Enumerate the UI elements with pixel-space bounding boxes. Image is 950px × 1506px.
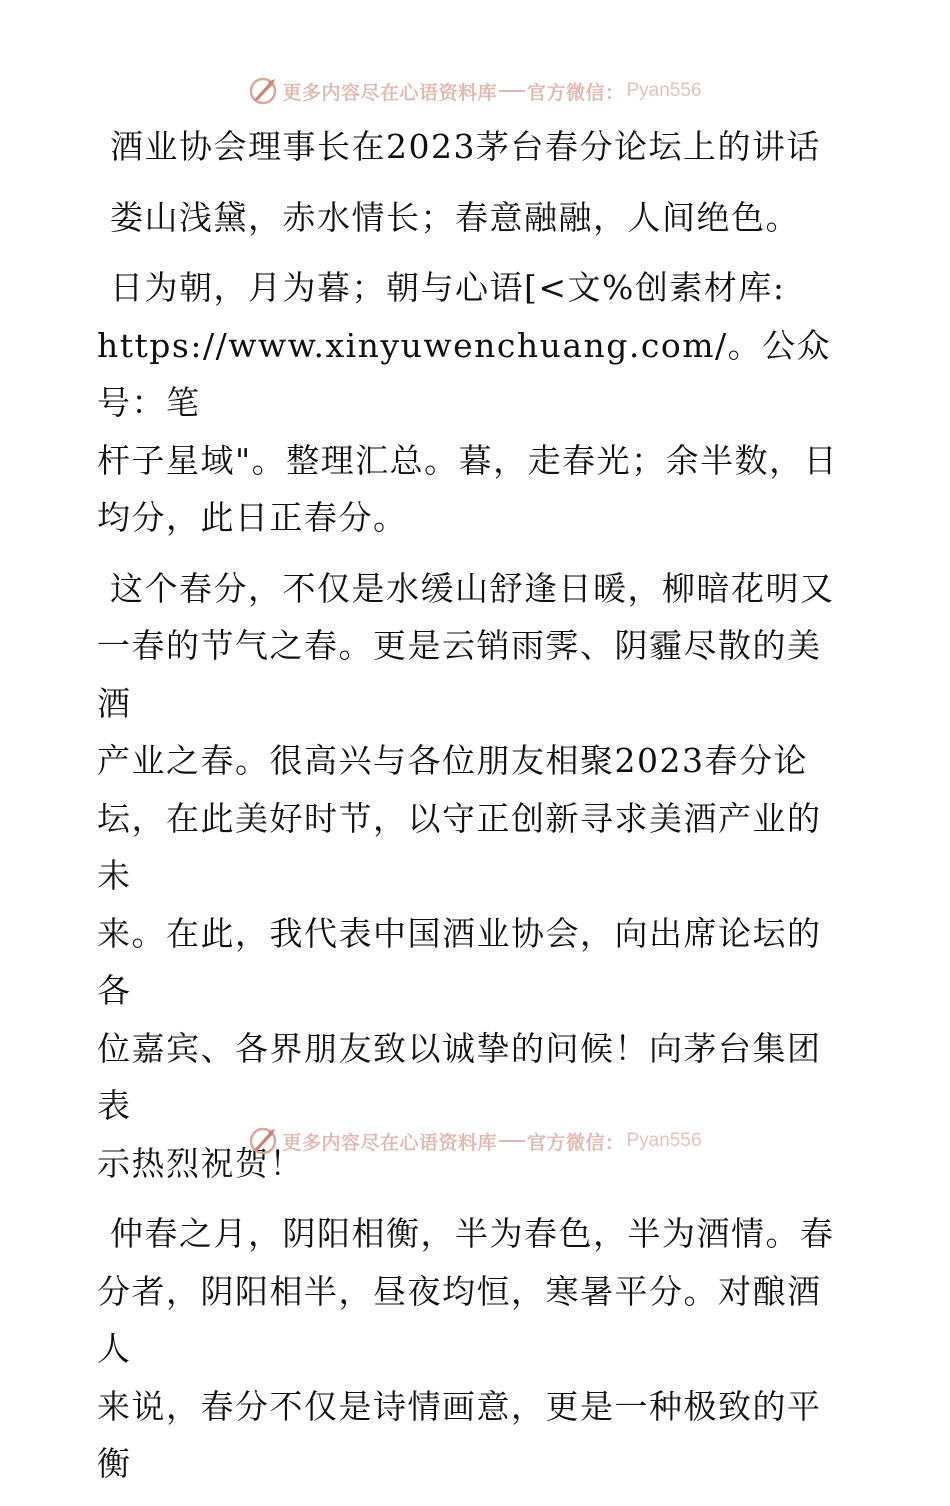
document-body xyxy=(97,118,852,1506)
document-title: 酒业协会理事长在2023茅台春分论坛上的讲话 xyxy=(110,127,821,166)
watermark-dash xyxy=(499,90,525,92)
watermark-wechat-id: Pyan556 xyxy=(626,80,702,101)
paragraph-greeting: 这个春分，不仅是水缓山舒逢日暖，柳暗花明又 一春的节气之春。更是云销雨霁、阴霾尽散的美酒 产业之春。很高兴与各位朋友相聚2023春分论 坛，在此美好时节，以守正创新寻求美酒产业的未 来。在此，我代表中国酒业协会，向出席论坛的各 位嘉宾、各界朋友致以诚挚的问候！向茅台集团表 示热烈祝贺！ xyxy=(97,568,835,1183)
quill-logo-icon xyxy=(248,1126,278,1156)
watermark-dash xyxy=(499,1140,525,1142)
quill-logo-icon xyxy=(248,76,278,106)
watermark-wechat-id: Pyan556 xyxy=(626,1130,702,1151)
watermark-official-text: 官方微信： xyxy=(526,81,625,104)
watermark-official-text: 官方微信： xyxy=(526,1131,625,1154)
paragraph-source-note: 日为朝，月为暮；朝与心语[<文%创素材库: https://www.xinyuwenchuang.com/。公众号：笔 杆子星域"。整理汇总。暮，走春光；余半数，日 均分，此日正春分。 xyxy=(97,268,839,537)
paragraph-opening: 娄山浅黛，赤水情长；春意融融，人间绝色。 xyxy=(110,197,800,237)
header-watermark xyxy=(0,74,950,108)
watermark-site-text: 更多内容尽在心语资料库 xyxy=(282,1131,497,1154)
footer-watermark xyxy=(0,1124,950,1158)
paragraph-spring-equinox: 仲春之月，阴阳相衡，半为春色，半为酒情。春 分者，阴阳相半，昼夜均恒，寒暑平分。对酿酒人 来说，春分不仅是诗情画意，更是一种极致的平衡 xyxy=(97,1214,835,1483)
watermark-site-text: 更多内容尽在心语资料库 xyxy=(282,81,497,104)
